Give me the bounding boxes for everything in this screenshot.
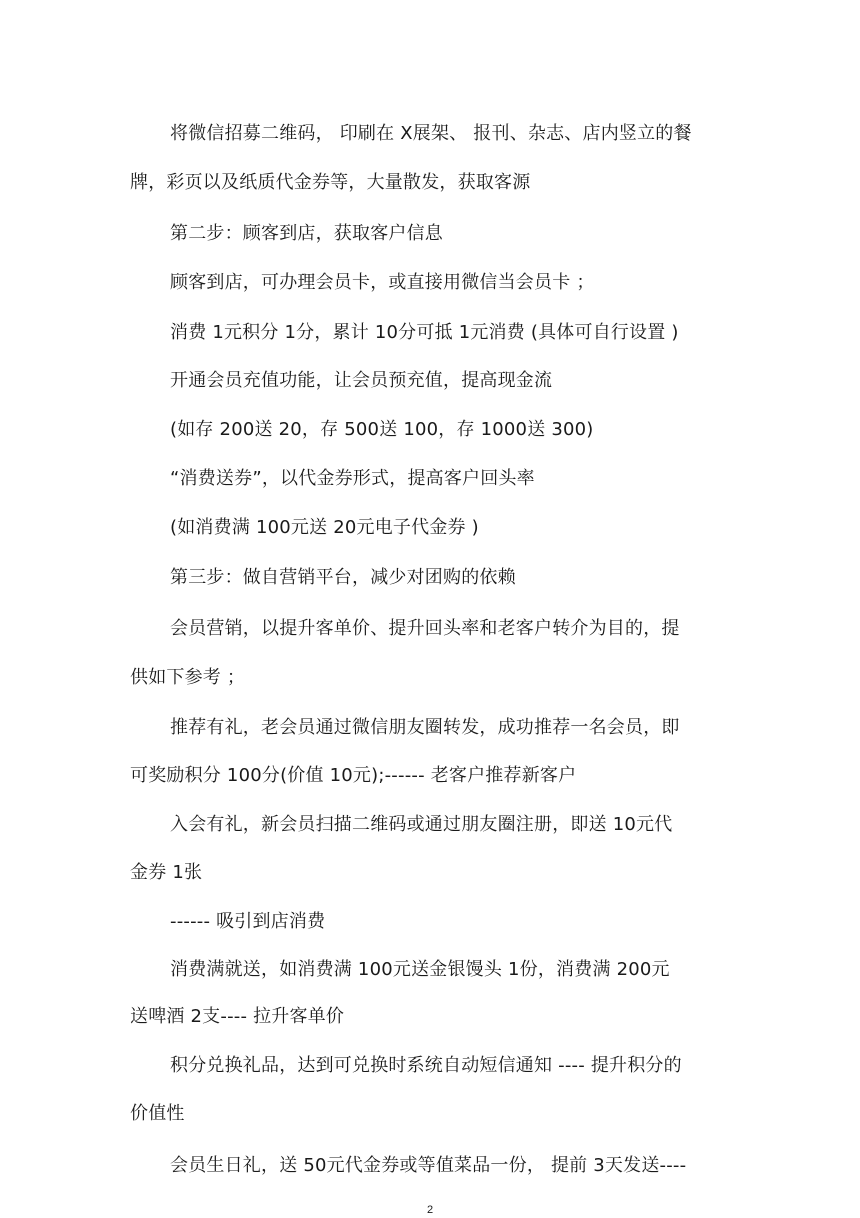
text-line: 消费 1元积分 1分，累计 10分可抵 1元消费 (具体可自行设置 ): [170, 322, 679, 343]
text-line: 供如下参考 ；: [130, 667, 246, 688]
text-line: 将微信招募二维码， 印刷在 X展架、 报刊、杂志、店内竖立的餐: [170, 123, 692, 144]
text-line: 牌，彩页以及纸质代金券等，大量散发，获取客源: [130, 172, 531, 193]
text-line: (如存 200送 20，存 500送 100，存 1000送 300): [170, 419, 594, 440]
text-line: 价值性: [130, 1103, 185, 1124]
text-line: 会员生日礼，送 50元代金券或等值菜品一份， 提前 3天发送----: [170, 1155, 687, 1176]
text-line: 顾客到店，可办理会员卡，或直接用微信当会员卡 ；: [170, 272, 595, 293]
text-line: 开通会员充值功能，让会员预充值，提高现金流: [170, 370, 553, 391]
text-line: “消费送券”，以代金券形式，提高客户回头率: [170, 468, 535, 489]
text-line: 送啤酒 2支---- 拉升客单价: [130, 1006, 345, 1027]
section-heading: 第二步：顾客到店，获取客户信息: [170, 223, 443, 244]
text-line: 积分兑换礼品，达到可兑换时系统自动短信通知 ---- 提升积分的: [170, 1055, 682, 1076]
text-line: ------ 吸引到店消费: [170, 911, 326, 932]
text-line: 会员营销，以提升客单价、提升回头率和老客户转介为目的，提: [170, 618, 680, 639]
page-number: 2: [426, 1204, 434, 1216]
section-heading: 第三步：做自营销平台，减少对团购的依赖: [170, 567, 516, 588]
text-line: 消费满就送，如消费满 100元送金银馒头 1份，消费满 200元: [170, 959, 670, 980]
text-line: 入会有礼，新会员扫描二维码或通过朋友圈注册，即送 10元代: [170, 814, 673, 835]
text-line: 推荐有礼，老会员通过微信朋友圈转发，成功推荐一名会员，即: [170, 717, 680, 738]
text-line: 金券 1张: [130, 862, 203, 883]
text-line: (如消费满 100元送 20元电子代金券 ): [170, 517, 479, 538]
text-line: 可奖励积分 100分(价值 10元);------ 老客户推荐新客户: [130, 765, 577, 786]
